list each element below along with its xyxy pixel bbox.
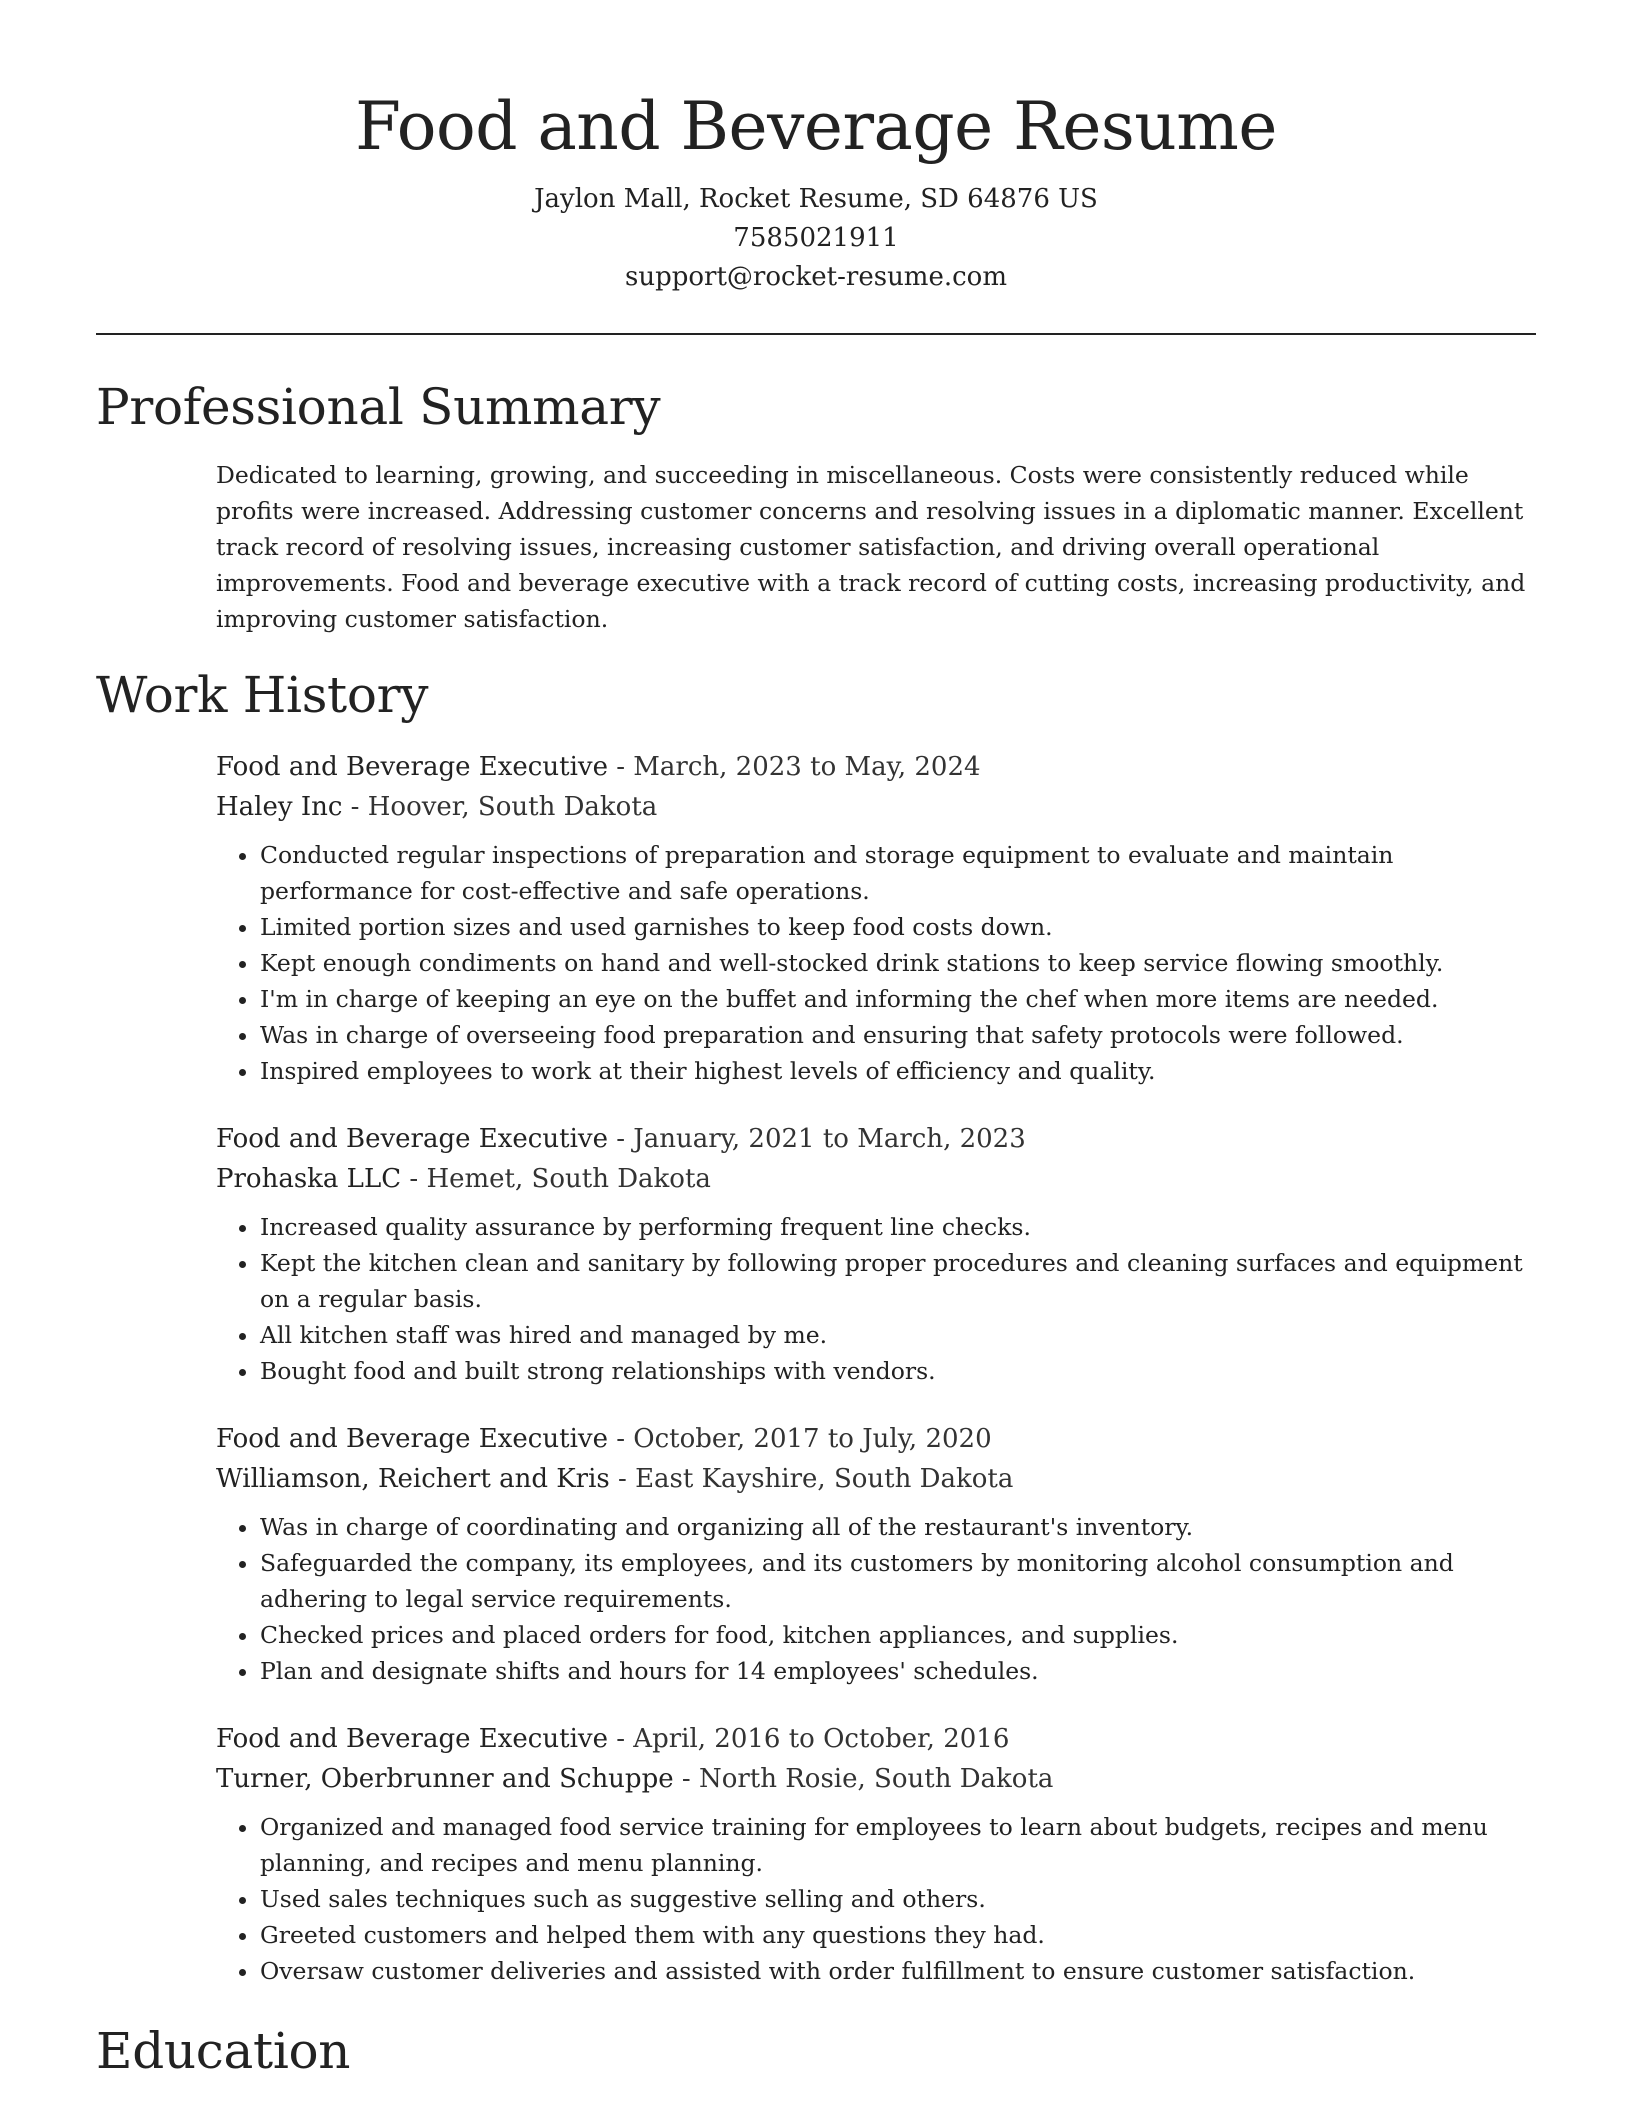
job-bullet: • Safeguarded the company, its employees, and its customers by monitoring alcohol consumption and adhering to legal service requirements.: [260, 1545, 1536, 1617]
separator: -: [673, 1764, 699, 1794]
job-bullet: • All kitchen staff was hired and managed by me.: [260, 1317, 1536, 1353]
job-location: East Kayshire, South Dakota: [635, 1464, 1014, 1494]
job-dates: January, 2021 to March, 2023: [633, 1124, 1026, 1154]
job-bullet: • Greeted customers and helped them with any questions they had.: [260, 1917, 1536, 1953]
professional-summary-heading: Professional Summary: [96, 378, 661, 436]
job-bullet: • Inspired employees to work at their highest levels of efficiency and quality.: [260, 1053, 1536, 1089]
separator: -: [607, 1724, 634, 1754]
job-bullet: • Used sales techniques such as suggestive selling and others.: [260, 1881, 1536, 1917]
job-bullet: • Oversaw customer deliveries and assisted with order fulfillment to ensure customer satisfaction.: [260, 1953, 1536, 1989]
job-title-line: [216, 747, 1536, 787]
job-location: Hemet, South Dakota: [426, 1164, 711, 1194]
job-location: North Rosie, South Dakota: [698, 1764, 1054, 1794]
job-entry: [216, 1119, 1536, 1389]
job-bullet: • Checked prices and placed orders for food, kitchen appliances, and supplies.: [260, 1617, 1536, 1653]
work-history-section: [96, 663, 1536, 1989]
job-dates: April, 2016 to October, 2016: [633, 1724, 1010, 1754]
education-section: [96, 2019, 1536, 2083]
job-bullet: • Was in charge of overseeing food preparation and ensuring that safety protocols were followed.: [260, 1017, 1536, 1053]
job-list: [216, 747, 1536, 1989]
job-bullets: [216, 1509, 1536, 1689]
job-dates: October, 2017 to July, 2020: [633, 1424, 992, 1454]
contact-phone: 7585021911: [733, 223, 899, 253]
job-title-line: [216, 1119, 1536, 1159]
job-company-line: [216, 1459, 1536, 1499]
job-title: Food and Beverage Executive: [216, 1424, 608, 1454]
job-company: Haley Inc: [216, 792, 343, 822]
job-location: Hoover, South Dakota: [367, 792, 658, 822]
job-bullet: • Conducted regular inspections of preparation and storage equipment to evaluate and maintain performance for cost-effective and safe operations.: [260, 837, 1536, 909]
job-title-line: [216, 1419, 1536, 1459]
job-entry: [216, 747, 1536, 1089]
job-bullet: • Plan and designate shifts and hours for 14 employees' schedules.: [260, 1653, 1536, 1689]
job-dates: March, 2023 to May, 2024: [633, 752, 981, 782]
job-bullet: • Kept enough condiments on hand and well-stocked drink stations to keep service flowing smoothly.: [260, 945, 1536, 981]
job-bullet: • Bought food and built strong relationships with vendors.: [260, 1353, 1536, 1389]
job-bullets: [216, 1209, 1536, 1389]
job-company: Williamson, Reichert and Kris: [216, 1464, 610, 1494]
separator: -: [607, 1124, 634, 1154]
job-bullets: [216, 1809, 1536, 1989]
professional-summary-text: Dedicated to learning, growing, and succeeding in miscellaneous. Costs were consistently reduced while profits were increased. Addressing customer concerns and resolving issues in a diplomatic manner. Excellent track record of resolving issues, increasing customer satisfaction, and driving overall operational improvements. Food and beverage executive with a track record of cutting costs, increasing productivity, and improving customer satisfaction.: [216, 461, 1526, 633]
job-title-line: [216, 1719, 1536, 1759]
professional-summary-section: [96, 375, 1536, 637]
contact-address: Jaylon Mall, Rocket Resume, SD 64876 US: [534, 184, 1098, 214]
separator: -: [609, 1464, 636, 1494]
separator: -: [401, 1164, 427, 1194]
job-bullet: • I'm in charge of keeping an eye on the buffet and informing the chef when more items are needed.: [260, 981, 1536, 1017]
job-bullet: • Organized and managed food service training for employees to learn about budgets, recipes and menu planning, and recipes and menu planning.: [260, 1809, 1536, 1881]
job-bullets: [216, 837, 1536, 1089]
contact-block: [96, 180, 1536, 297]
separator: -: [342, 792, 368, 822]
work-history-heading: Work History: [96, 666, 429, 724]
job-company-line: [216, 787, 1536, 827]
contact-email: support@rocket-resume.com: [624, 262, 1007, 292]
job-title: Food and Beverage Executive: [216, 752, 608, 782]
education-heading: Education: [96, 2022, 351, 2080]
job-company-line: [216, 1759, 1536, 1799]
job-title: Food and Beverage Executive: [216, 1724, 608, 1754]
separator: -: [607, 1424, 634, 1454]
job-bullet: • Increased quality assurance by performing frequent line checks.: [260, 1209, 1536, 1245]
job-company: Prohaska LLC: [216, 1164, 402, 1194]
job-bullet: • Limited portion sizes and used garnishes to keep food costs down.: [260, 909, 1536, 945]
job-title: Food and Beverage Executive: [216, 1124, 608, 1154]
resume-page: [96, 0, 1536, 2083]
separator: -: [607, 752, 634, 782]
resume-title: Food and Beverage Resume: [355, 88, 1277, 165]
job-company: Turner, Oberbrunner and Schuppe: [216, 1764, 674, 1794]
job-entry: [216, 1719, 1536, 1989]
job-bullet: • Was in charge of coordinating and organizing all of the restaurant's inventory.: [260, 1509, 1536, 1545]
job-bullet: • Kept the kitchen clean and sanitary by following proper procedures and cleaning surfaces and equipment on a regular basis.: [260, 1245, 1536, 1317]
job-company-line: [216, 1159, 1536, 1199]
header-divider: [96, 333, 1536, 335]
job-entry: [216, 1419, 1536, 1689]
